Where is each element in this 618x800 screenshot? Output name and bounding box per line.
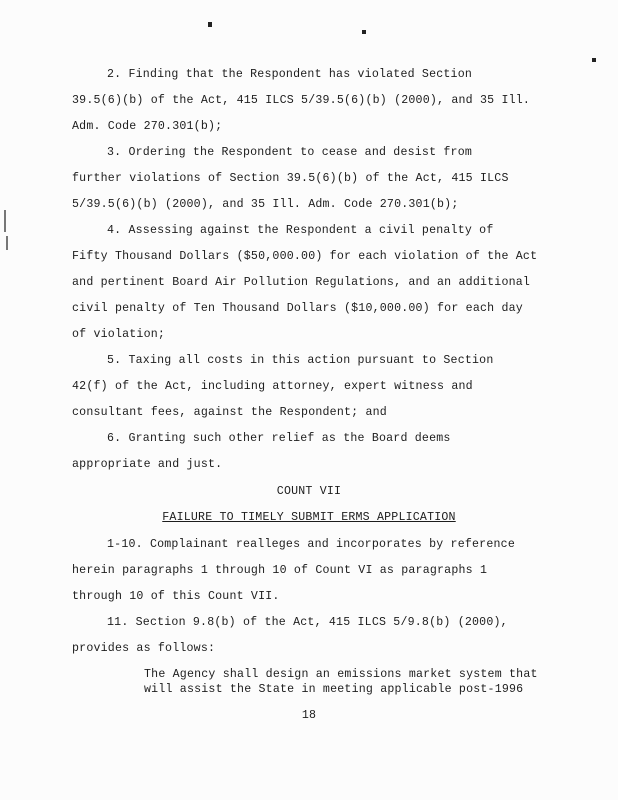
paragraph-4-line-5: of violation; [72, 328, 166, 341]
paragraph-1-10-line-1: 1-10. Complainant realleges and incorporates by reference [107, 538, 515, 551]
page-number: 18 [301, 709, 317, 722]
scan-speck [592, 58, 596, 62]
scan-speck [4, 210, 6, 232]
paragraph-11-line-1: 11. Section 9.8(b) of the Act, 415 ILCS 5/9.8(b) (2000), [107, 616, 508, 629]
paragraph-2-line-1: 2. Finding that the Respondent has violated Section [107, 68, 473, 81]
scan-speck [362, 30, 366, 34]
scan-speck [208, 22, 212, 27]
paragraph-4-line-1: 4. Assessing against the Respondent a civil penalty of [107, 224, 494, 237]
paragraph-4-line-3: and pertinent Board Air Pollution Regulations, and an additional [72, 276, 531, 289]
paragraph-2-line-3: Adm. Code 270.301(b); [72, 120, 223, 133]
paragraph-6-line-2: appropriate and just. [72, 458, 223, 471]
paragraph-1-10-line-2: herein paragraphs 1 through 10 of Count VI as paragraphs 1 [72, 564, 488, 577]
paragraph-3-line-3: 5/39.5(6)(b) (2000), and 35 Ill. Adm. Code 270.301(b); [72, 198, 459, 211]
paragraph-3-line-1: 3. Ordering the Respondent to cease and desist from [107, 146, 473, 159]
paragraph-3-line-2: further violations of Section 39.5(6)(b) of the Act, 415 ILCS [72, 172, 509, 185]
count-title: FAILURE TO TIMELY SUBMIT ERMS APPLICATION [162, 511, 456, 524]
paragraph-6-line-1: 6. Granting such other relief as the Board deems [107, 432, 451, 445]
scan-speck [6, 236, 8, 250]
quote-line-2: will assist the State in meeting applicable post-1996 [144, 683, 524, 696]
paragraph-5-line-2: 42(f) of the Act, including attorney, expert witness and [72, 380, 473, 393]
paragraph-5-line-1: 5. Taxing all costs in this action pursuant to Section [107, 354, 494, 367]
paragraph-5-line-3: consultant fees, against the Respondent; and [72, 406, 387, 419]
paragraph-4-line-2: Fifty Thousand Dollars ($50,000.00) for each violation of the Act [72, 250, 538, 263]
count-heading: COUNT VII [276, 485, 342, 498]
paragraph-1-10-line-3: through 10 of this Count VII. [72, 590, 280, 603]
paragraph-2-line-2: 39.5(6)(b) of the Act, 415 ILCS 5/39.5(6)(b) (2000), and 35 Ill. [72, 94, 531, 107]
paragraph-4-line-4: civil penalty of Ten Thousand Dollars ($10,000.00) for each day [72, 302, 523, 315]
quote-line-1: The Agency shall design an emissions market system that [144, 668, 538, 681]
paragraph-11-line-2: provides as follows: [72, 642, 216, 655]
